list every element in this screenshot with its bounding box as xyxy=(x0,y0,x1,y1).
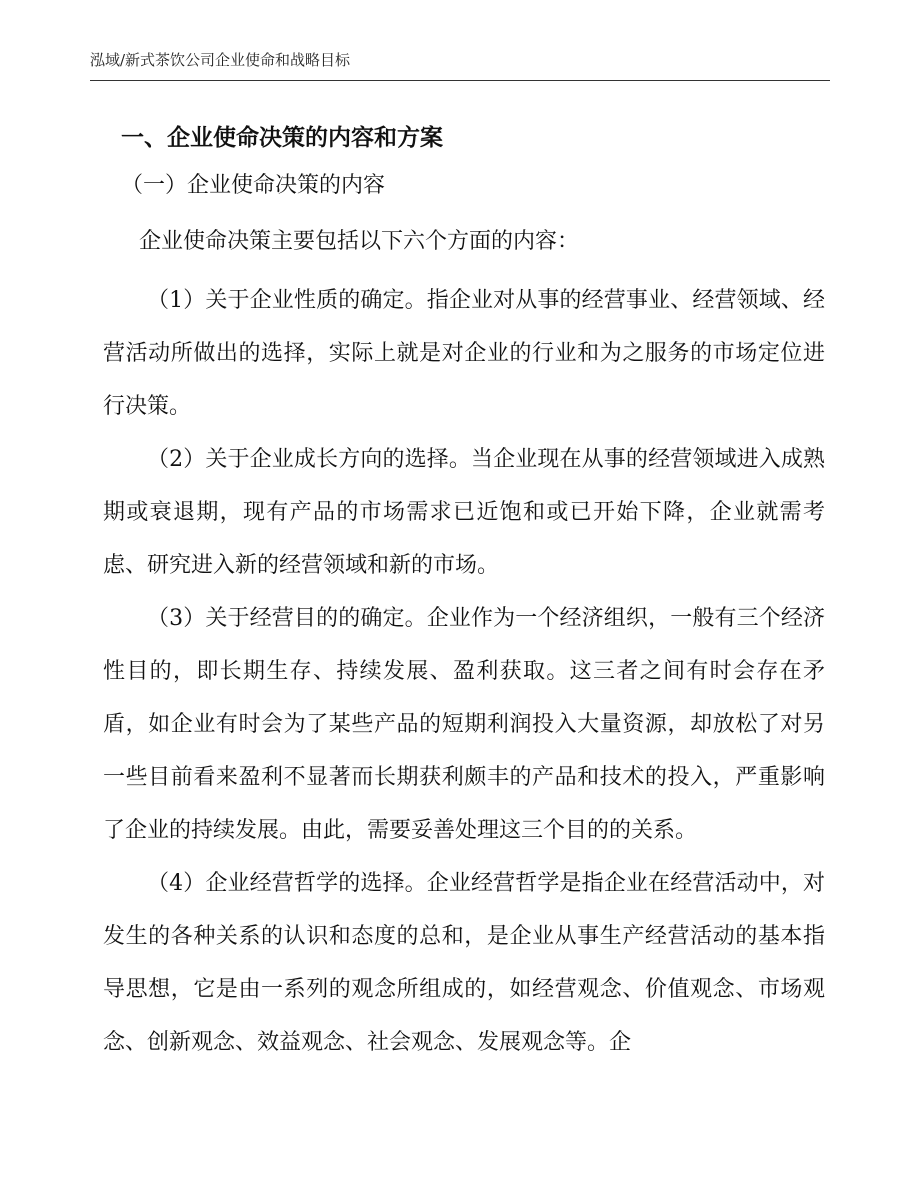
paragraph-1: （1）关于企业性质的确定。指企业对从事的经营事业、经营领域、经营活动所做出的选择，实际上就是对企业的行业和为之服务的市场定位进行决策。 xyxy=(103,288,825,419)
page-header: 泓域/新式茶饮公司企业使命和战略目标 xyxy=(90,51,351,69)
paragraph-4: （4）企业经营哲学的选择。企业经营哲学是指企业在经营活动中，对发生的各种关系的认识和态度的总和，是企业从事生产经营活动的基本指导思想，它是由一系列的观念所组成的，如经营观念、价值观念、市场观念、创新观念、效益观念、社会观念、发展观念等。企 xyxy=(103,871,825,1055)
document-body xyxy=(103,118,825,1069)
section-heading: 一、企业使命决策的内容和方案 xyxy=(121,125,443,151)
subsection-heading: （一）企业使命决策的内容 xyxy=(121,173,386,198)
header-divider xyxy=(90,80,830,81)
paragraph-2: （2）关于企业成长方向的选择。当企业现在从事的经营领域进入成熟期或衰退期，现有产品的市场需求已近饱和或已开始下降，企业就需考虑、研究进入新的经营领域和新的市场。 xyxy=(103,447,825,578)
intro-paragraph: 企业使命决策主要包括以下六个方面的内容： xyxy=(139,229,580,254)
paragraph-3: （3）关于经营目的的确定。企业作为一个经济组织，一般有三个经济性目的，即长期生存、持续发展、盈利获取。这三者之间有时会存在矛盾，如企业有时会为了某些产品的短期利润投入大量资源，却放松了对另一些目前看来盈利不显著而长期获利颇丰的产品和技术的投入，严重影响了企业的持续发展。由此，需要妥善处理这三个目的的关系。 xyxy=(103,606,825,843)
